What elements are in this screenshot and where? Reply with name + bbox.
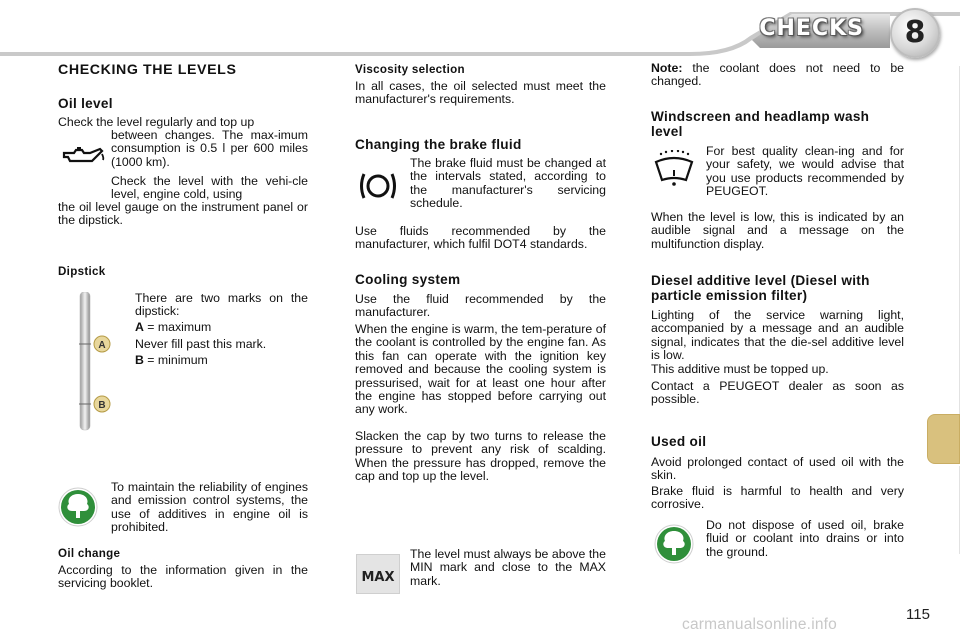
chapter-tabs	[927, 66, 960, 576]
chapter-number-badge: 8	[890, 8, 940, 58]
mark-a-label: A	[135, 320, 144, 334]
mark-b-label: B	[135, 353, 144, 367]
chapter-title: CHECKS	[759, 16, 864, 41]
windscreen-text2: When the level is low, this is indicated by an audible signal and a message on the multifunction display.	[651, 210, 904, 251]
mark-a-value: = maximum	[143, 320, 212, 334]
oil-level-para3: the oil level gauge on the instrument panel or the dipstick.	[58, 200, 308, 228]
dipstick-intro: There are two marks on the dipstick:	[135, 291, 308, 319]
dipstick-never: Never fill past this mark.	[135, 337, 267, 351]
max-level-note: The level must always be above the MIN mark and close to the MAX mark.	[410, 547, 606, 588]
mark-b-value: = minimum	[143, 353, 208, 367]
used-oil-heading: Used oil	[651, 434, 707, 449]
note-text: the coolant does not need to be changed.	[651, 61, 904, 89]
oil-level-line1: Check the level regularly and top up	[58, 115, 255, 129]
dipstick-mark-a: A	[98, 340, 106, 351]
viscosity-heading: Viscosity selection	[355, 63, 465, 76]
diesel-p1: Lighting of the service warning light, accompanied by a message and an audible signal, indicates that the die-sel additive level is low.	[651, 308, 904, 363]
dipstick-mark-a-text	[135, 320, 211, 334]
washer-fluid-icon	[652, 150, 696, 190]
dipstick-icon	[74, 292, 118, 432]
windscreen-heading: Windscreen and headlamp wash level	[651, 109, 870, 139]
section-title: CHECKING THE LEVELS	[58, 62, 237, 78]
used-oil-p1: Avoid prolonged contact of used oil with the skin.	[651, 455, 904, 483]
chapter-tab[interactable]	[927, 286, 960, 330]
brake-fluid-text2: Use fluids recommended by the manufacturer, which fulfil DOT4 standards.	[355, 224, 606, 252]
chapter-tab-active[interactable]	[927, 414, 960, 464]
diesel-additive-heading: Diesel additive level (Diesel with particle emission filter)	[651, 273, 870, 303]
chapter-tab[interactable]	[927, 330, 960, 374]
chapter-tab[interactable]	[927, 510, 960, 554]
dipstick-mark-b-text	[135, 353, 208, 367]
used-oil-p3: Do not dispose of used oil, brake fluid or coolant into drains or into the ground.	[706, 518, 904, 559]
oil-can-icon	[60, 144, 106, 170]
brake-fluid-text: The brake fluid must be changed at the intervals stated, according to the manufacturer's servicing schedule.	[410, 156, 606, 211]
chapter-tab[interactable]	[927, 242, 960, 286]
dipstick-mark-b: B	[98, 400, 106, 411]
page-number: 115	[906, 606, 930, 623]
chapter-tab[interactable]	[927, 154, 960, 198]
chapter-tab[interactable]	[927, 466, 960, 510]
note-label: Note:	[651, 61, 683, 75]
max-level-icon	[356, 554, 400, 594]
diesel-p3: Contact a PEUGEOT dealer as soon as possible.	[651, 379, 904, 407]
used-oil-p2: Brake fluid is harmful to health and very corrosive.	[651, 484, 904, 512]
diesel-p2: This additive must be topped up.	[651, 362, 829, 376]
oil-level-para1: between changes. The max-imum consumption is 0.5 l per 600 miles (1000 km).	[111, 128, 308, 169]
oil-level-para2: Check the level with the vehi-cle level, engine cold, using	[111, 174, 308, 202]
environment-note: To maintain the reliability of engines and emission control systems, the use of additives in engine oil is prohibited.	[111, 480, 308, 535]
chapter-tab[interactable]	[927, 198, 960, 242]
viscosity-text: In all cases, the oil selected must meet the manufacturer's requirements.	[355, 79, 606, 107]
chapter-tab[interactable]	[927, 110, 960, 154]
cooling-p3: Slacken the cap by two turns to release the pressure to prevent any risk of scalding. When the pressure has dropped, remove the cap and top up the level.	[355, 429, 606, 484]
environment-tree-icon	[654, 524, 694, 564]
chapter-tab[interactable]	[927, 66, 960, 110]
dipstick-heading: Dipstick	[58, 265, 106, 278]
cooling-p2: When the engine is warm, the tem-perature of the coolant is controlled by the engine fan. As this fan can operate with the ignition key removed and because the cooling system is pressurised, wait for at least one hour after the engine has stopped before carrying out any work.	[355, 322, 606, 417]
coolant-note	[651, 62, 904, 89]
cooling-p1: Use the fluid recommended by the manufacturer.	[355, 292, 606, 320]
oil-change-text: According to the information given in the servicing booklet.	[58, 563, 308, 591]
brake-fluid-heading: Changing the brake fluid	[355, 137, 522, 152]
chapter-tab[interactable]	[927, 374, 960, 418]
watermark: carmanualsonline.info	[682, 616, 837, 633]
oil-level-heading: Oil level	[58, 96, 113, 111]
environment-tree-icon	[58, 487, 98, 527]
cooling-heading: Cooling system	[355, 272, 461, 287]
brake-warning-icon	[357, 168, 399, 204]
oil-change-heading: Oil change	[58, 547, 121, 560]
max-icon-label: MAX	[361, 570, 395, 585]
windscreen-text: For best quality clean-ing and for your safety, we would advise that you use products recommended by PEUGEOT.	[706, 144, 904, 199]
